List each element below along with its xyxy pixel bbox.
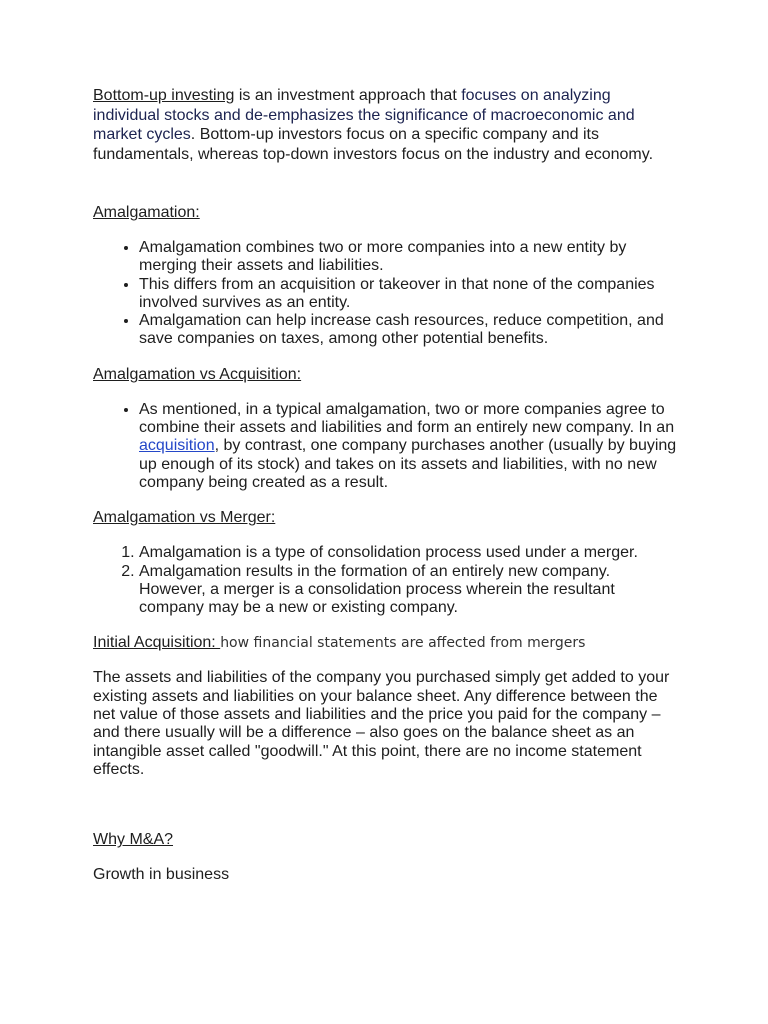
amalgamation-list — [93, 239, 678, 349]
list-item — [139, 401, 678, 492]
list-item: 1. Amalgamation is a type of consolidation process used under a merger. — [139, 544, 678, 562]
vs-acquisition-list — [93, 401, 678, 492]
bottom-up-investing-link[interactable]: Bottom-up investing — [93, 87, 235, 104]
vs-acquisition-heading: Amalgamation vs Acquisition: — [93, 365, 302, 383]
why-ma-text: Growth in business — [93, 866, 230, 884]
intro-paragraph — [93, 86, 678, 164]
intro-text-2: . Bottom-up investors focus on a specific company and its fundamentals, whereas top-down investors focus on the industry and economy. — [93, 126, 654, 163]
vs-merger-heading: Amalgamation vs Merger: — [93, 509, 276, 527]
initial-acquisition-paragraph: The assets and liabilities of the company you purchased simply get added to your existing assets and liabilities on your balance sheet. Any difference between the net value of those assets and liabilities and the price you paid for the company – and there usually will be a difference – also goes on the balance sheet as an intangible asset called "goodwill." At this point, there are no income statement effects. — [93, 669, 670, 778]
vs-acquisition-text-2: , by contrast, one company purchases another (usually by buying up enough of its stock) and takes on its assets and liabilities, with no new company being created as a result. — [139, 437, 677, 491]
initial-acquisition-subtext: how financial statements are affected from mergers — [220, 635, 586, 652]
intro-highlight: focuses on analyzing individual stocks and de-emphasizes the significance of macroeconomic and market cycles — [93, 87, 635, 143]
list-item: • Amalgamation combines two or more companies into a new entity by merging their assets and liabilities. — [139, 239, 678, 276]
initial-acquisition-heading: Initial Acquisition: — [93, 634, 221, 652]
initial-acquisition-heading-line — [93, 633, 678, 653]
list-item: • Amalgamation can help increase cash resources, reduce competition, and save companies on taxes, among other potential benefits. — [139, 312, 678, 349]
acquisition-link[interactable]: acquisition — [139, 437, 215, 455]
document-body — [93, 86, 678, 885]
why-ma-heading: Why M&A? — [93, 831, 174, 849]
amalgamation-heading: Amalgamation: — [93, 204, 200, 221]
vs-acquisition-text-1: As mentioned, in a typical amalgamation, two or more companies agree to combine their assets and liabilities and form an entirely new company. In an — [139, 400, 675, 437]
intro-text-1: is an investment approach that — [234, 87, 462, 104]
vs-merger-list — [93, 544, 678, 617]
list-item: 2. Amalgamation results in the formation of an entirely new company. However, a merger is a consolidation process wherein the resultant company may be a new or existing company. — [139, 563, 678, 618]
list-item: • This differs from an acquisition or takeover in that none of the companies involved survives as an entity. — [139, 276, 678, 313]
